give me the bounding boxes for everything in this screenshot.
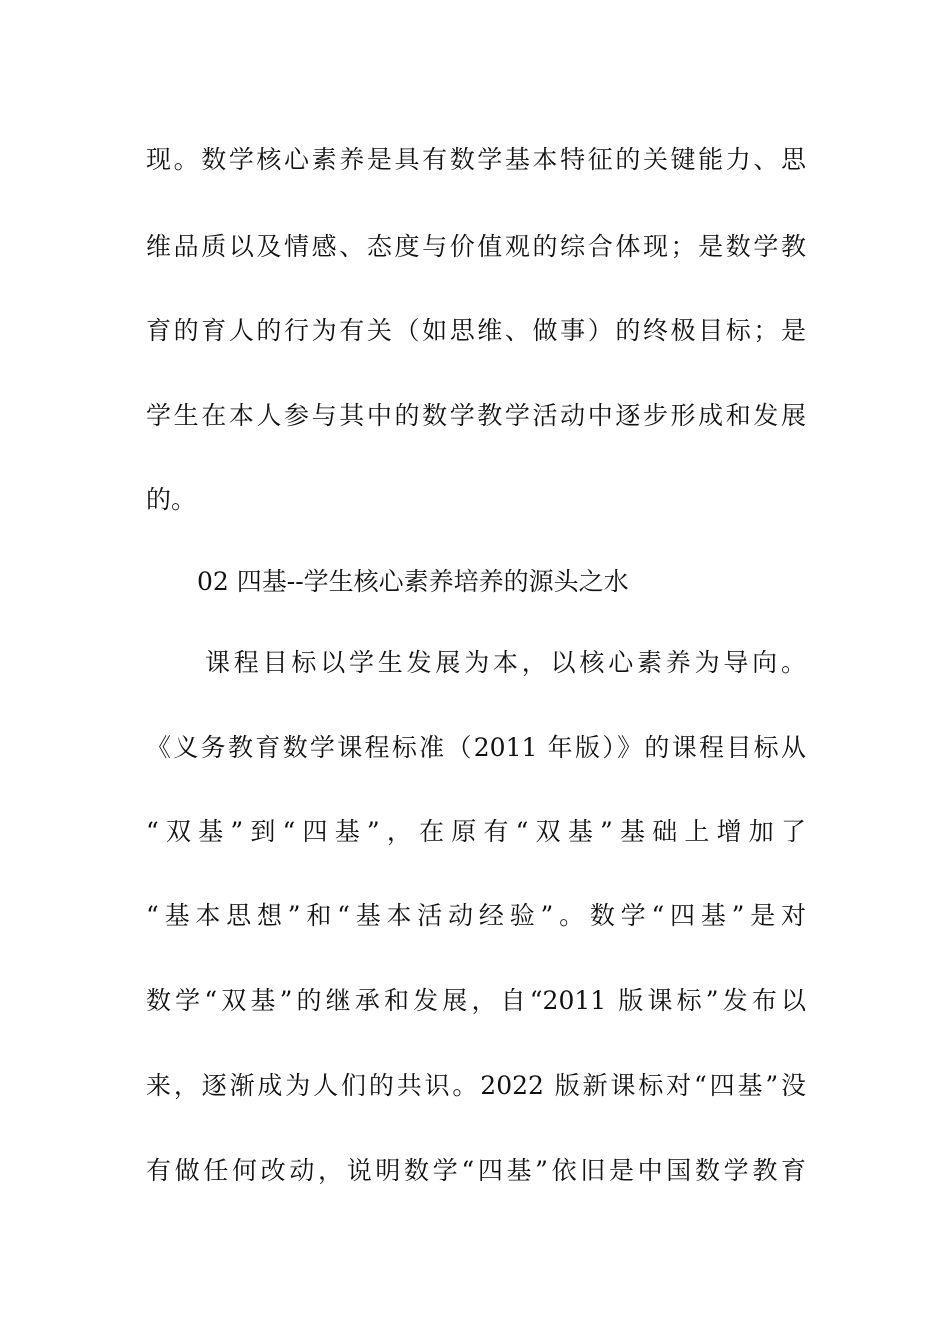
paragraph-line: 数学“双基”的继承和发展，自“2011 版课标”发布以 [146, 986, 806, 1015]
paragraph-line: 维品质以及情感、态度与价值观的综合体现；是数学教 [146, 232, 806, 261]
paragraph-line: 课程目标以学生发展为本，以核心素养为导向。 [205, 648, 806, 677]
paragraph-line: 有做任何改动，说明数学“四基”依旧是中国数学教育 [146, 1156, 806, 1185]
paragraph-line: 学生在本人参与其中的数学教学活动中逐步形成和发展 [146, 401, 806, 430]
paragraph-line: 《义务教育数学课程标准（2011 年版）》的课程目标从 [146, 733, 806, 762]
paragraph-line: 现。数学核心素养是具有数学基本特征的关键能力、思 [146, 145, 806, 174]
paragraph-line: 的。 [146, 485, 197, 514]
section-heading: 02 四基--学生核心素养培养的源头之水 [197, 567, 629, 596]
paragraph-line: “基本思想”和“基本活动经验”。数学“四基”是对 [146, 901, 806, 930]
paragraph-line: 来，逐渐成为人们的共识。2022 版新课标对“四基”没 [146, 1071, 806, 1100]
paragraph-line: 育的育人的行为有关（如思维、做事）的终极目标；是 [146, 316, 806, 345]
paragraph-line: “双基”到“四基”，在原有“双基”基础上增加了 [146, 817, 806, 846]
